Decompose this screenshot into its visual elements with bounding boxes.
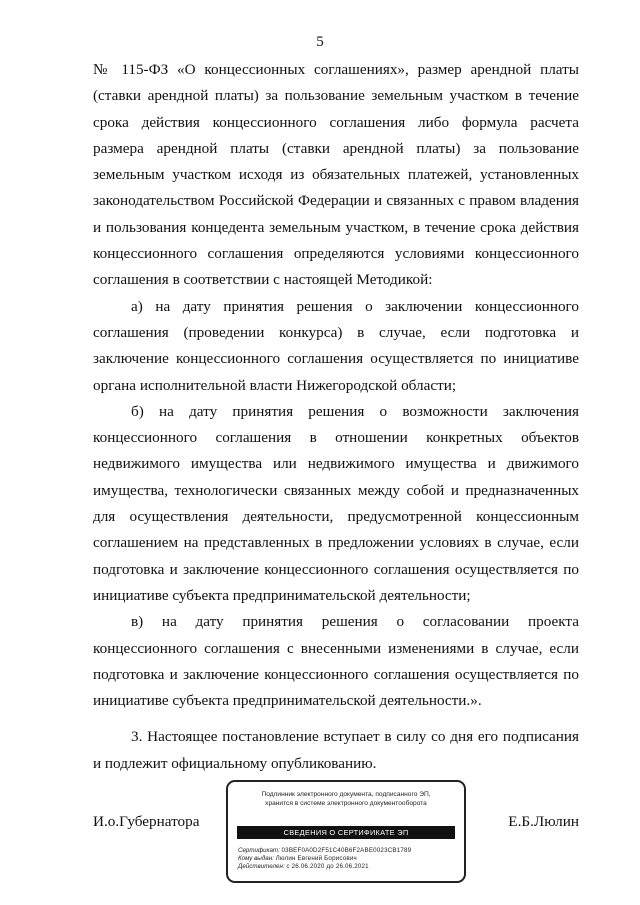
stamp-certificate-row [238,847,411,855]
paragraph-item-c: в) на дату принятия решения о согласовании проекта концессионного соглашения с внесенными изменениями в случае, если подготовка и заключение концессионного соглашения осуществляется по инициативе субъекта предпринимательской деятельности.». [93,613,579,710]
stamp-note-line: хранится в системе электронного документооборота [265,800,427,807]
stamp-valid-label: Действителен: [238,863,285,870]
stamp-issued-value: Люлин Евгений Борисович [275,855,357,862]
signature-name: Е.Б.Люлин [508,813,579,830]
paragraph-intro: № 115-ФЗ «О концессионных соглашениях», размер арендной платы (ставки арендной платы) за пользование земельным участком в течение срока действия концессионного соглашения либо формула расчета размера арендной платы (ставки арендной платы) за пользование земельным участком исходя из обязательных платежей, установленных законодательством Российской Федерации и связанных с правом владения и пользования концедента земельным участком, в течение срока действия концессионного соглашения определяются условиями концессионного соглашения в соответствии с настоящей Методикой: [93,61,579,289]
stamp-issued-label: Кому выдан: [238,855,274,862]
signature-position: И.о.Губернатора [93,813,200,830]
page-number: 5 [316,34,324,50]
stamp-title: СВЕДЕНИЯ О СЕРТИФИКАТЕ ЭП [237,826,455,839]
stamp-certificate-value: 03BEF0A0D2F51C40B6F2ABE0023CB1789 [281,847,412,854]
document-body [93,57,579,777]
stamp-valid-value: с 26.06.2020 до 26.06.2021 [286,863,369,870]
stamp-note-line: Подлинник электронного документа, подписанного ЭП, [261,791,431,798]
stamp-issued-row [238,855,411,863]
paragraph-item-b: б) на дату принятия решения о возможности заключения концессионного соглашения в отношении конкретных объектов недвижимого имущества или недвижимого имущества и движимого имущества, технологически связанных между собой и предназначенных для осуществления деятельности, предусмотренной концессионным соглашением на представленных в предложении условиях в случае, если подготовка и заключение концессионного соглашения осуществляется по инициативе субъекта предпринимательской деятельности; [93,402,579,604]
paragraph-clause-3: 3. Настоящее постановление вступает в силу со дня его подписания и подлежит официальному опубликованию. [93,728,579,772]
stamp-certificate-label: Сертификат: [238,847,280,854]
stamp-details [238,847,411,871]
stamp-note [228,790,464,808]
paragraph-item-a: а) на дату принятия решения о заключении концессионного соглашения (проведении конкурса) в случае, если подготовка и заключение концессионного соглашения осуществляется по инициативе органа исполнительной власти Нижегородской области; [93,297,579,394]
e-signature-stamp [226,780,466,883]
stamp-valid-row [238,863,411,871]
